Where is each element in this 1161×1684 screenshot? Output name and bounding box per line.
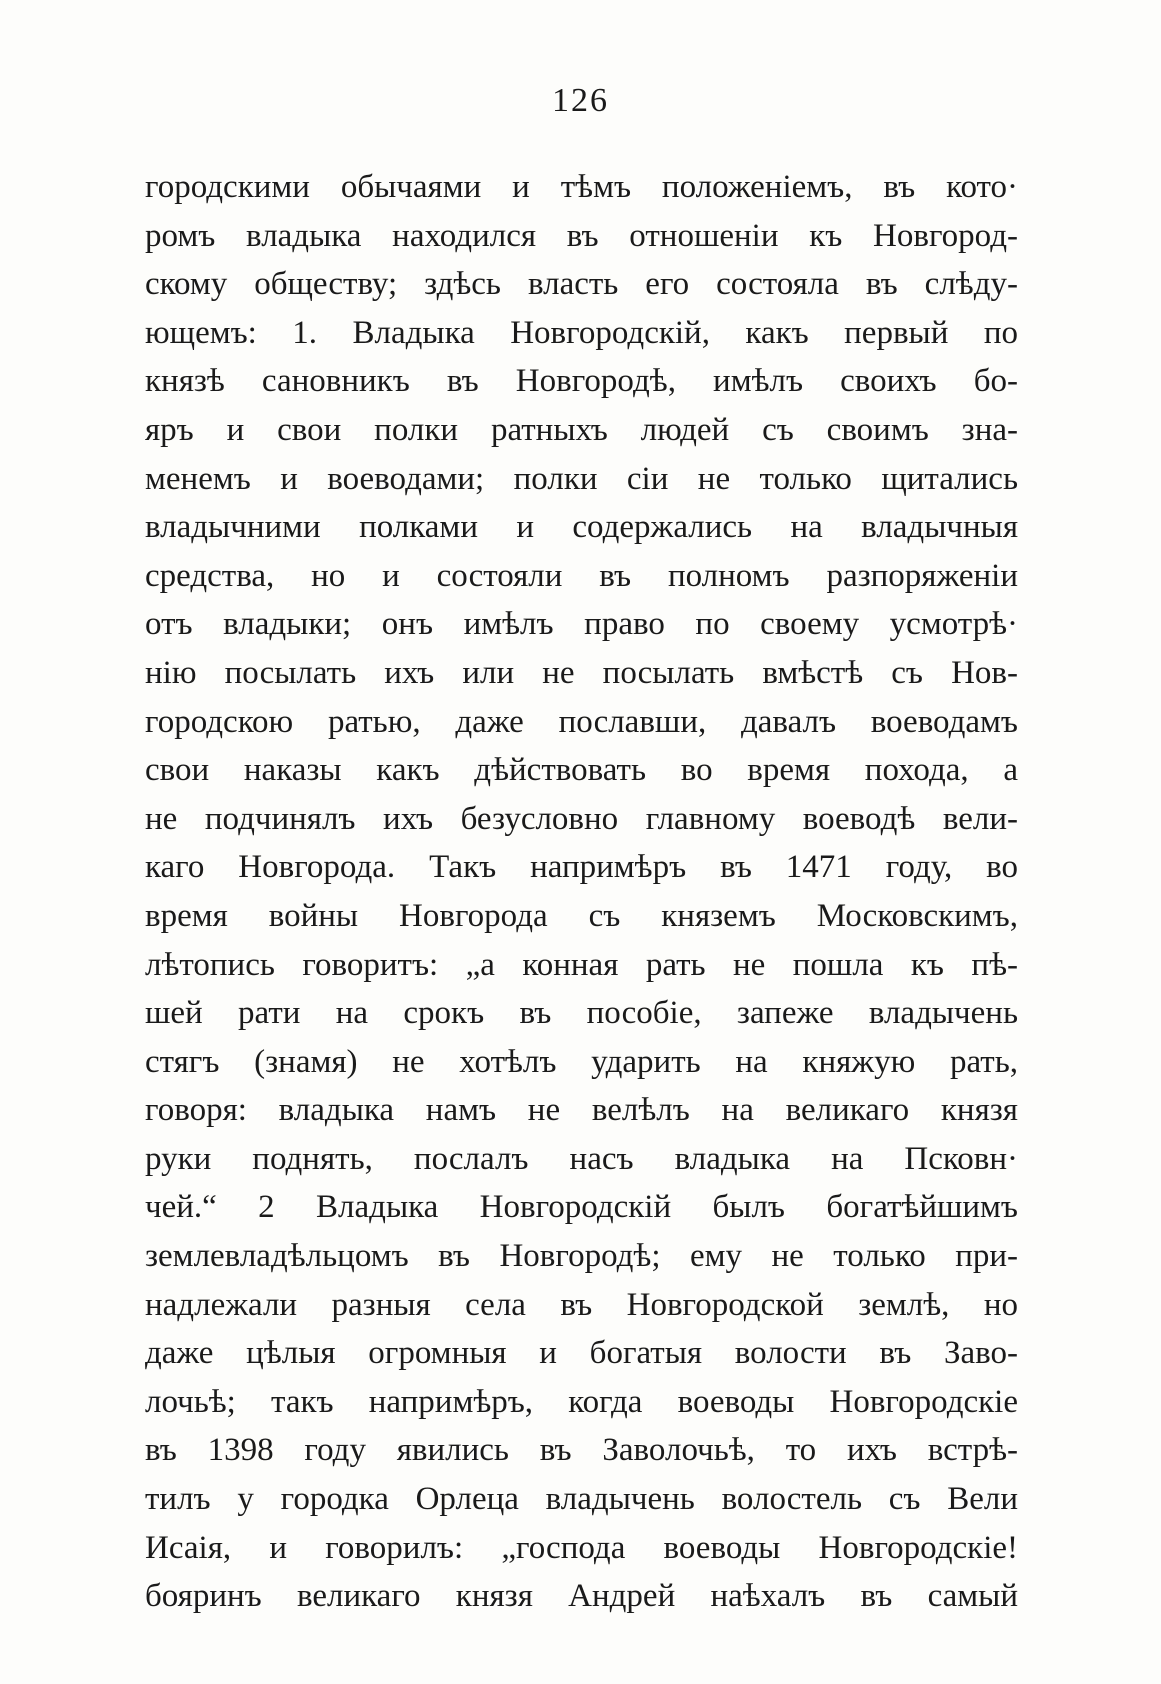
text-line: отъ владыки; онъ имѣлъ право по своему усмотрѣ· (145, 606, 1018, 643)
text-line: шей рати на срокъ въ пособiе, запеже владычень (145, 995, 1018, 1032)
text-line: городскою ратью, даже пославши, давалъ воеводамъ (145, 703, 1018, 740)
page-number: 126 (552, 82, 609, 119)
body-text (145, 163, 1018, 1621)
text-line: руки поднять, послалъ насъ владыка на Псковн· (145, 1140, 1018, 1177)
text-line: свои наказы какъ дѣйствовать во время похода, а (145, 752, 1018, 789)
text-line: скому обществу; здѣсь власть его состояла въ слѣду- (145, 266, 1018, 303)
text-line: ромъ владыка находился въ отношенiи къ Новгород- (145, 217, 1018, 254)
text-line: въ 1398 году явились въ Заволочьѣ, то ихъ встрѣ- (145, 1432, 1018, 1469)
text-line: чей.“ 2 Владыка Новгородскiй былъ богатѣйшимъ (145, 1189, 1018, 1226)
text-line: нiю посылать ихъ или не посылать вмѣстѣ съ Нов- (145, 654, 1018, 691)
text-line: средства, но и состояли въ полномъ разпоряженiи (145, 557, 1018, 594)
text-line: яръ и свои полки ратныхъ людей съ своимъ зна- (145, 411, 1018, 448)
text-line: надлежали разныя села въ Новгородской землѣ, но (145, 1286, 1018, 1323)
text-line: Исаiя, и говорилъ: „господа воеводы Новгородскiе! (145, 1529, 1018, 1566)
text-line: князѣ сановникъ въ Новгородѣ, имѣлъ своихъ бо- (145, 363, 1018, 400)
text-line: стягъ (знамя) не хотѣлъ ударить на княжую рать, (145, 1043, 1018, 1080)
text-line: каго Новгорода. Такъ напримѣръ въ 1471 году, во (145, 849, 1018, 886)
text-line: лѣтопись говоритъ: „а конная рать не пошла къ пѣ- (145, 946, 1018, 983)
text-line: даже цѣлыя огромныя и богатыя волости въ Заво- (145, 1335, 1018, 1372)
text-line: не подчинялъ ихъ безусловно главному воеводѣ вели- (145, 800, 1018, 837)
text-line: владычними полками и содержались на владычныя (145, 509, 1018, 546)
text-line: землевладѣльцомъ въ Новгородѣ; ему не только при- (145, 1238, 1018, 1275)
text-line: ющемъ: 1. Владыка Новгородскiй, какъ первый по (145, 314, 1018, 351)
text-line: городскими обычаями и тѣмъ положенiемъ, въ кото· (145, 169, 1018, 205)
text-line: время войны Новгорода съ княземъ Московскимъ, (145, 897, 1018, 934)
text-line: тилъ у городка Орлеца владычень волостель съ Вели (145, 1481, 1018, 1518)
text-line: бояринъ великаго князя Андрей наѣхалъ въ самый (145, 1578, 1018, 1615)
text-line: говоря: владыка намъ не велѣлъ на великаго князя (145, 1092, 1018, 1129)
text-line: лочьѣ; такъ напримѣръ, когда воеводы Новгородскiе (145, 1383, 1018, 1420)
text-line: менемъ и воеводами; полки сiи не только щитались (145, 460, 1018, 497)
